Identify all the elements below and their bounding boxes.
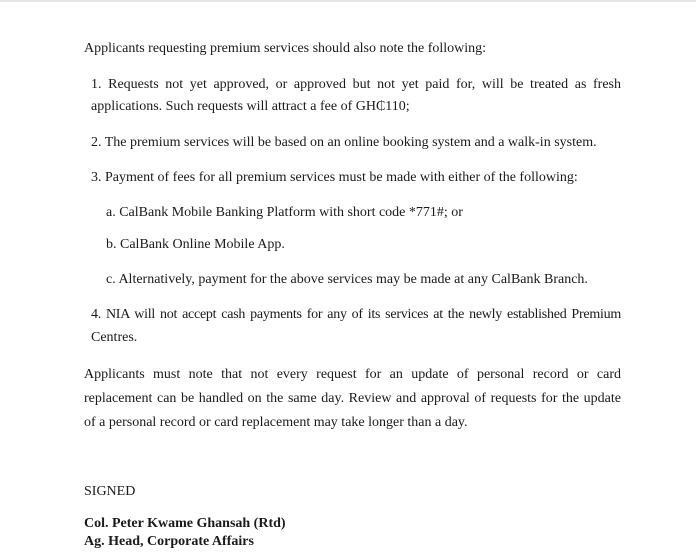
item-3: 3. Payment of fees for all premium services must be made with either of the following: [91, 170, 578, 185]
signatory-title: Ag. Head, Corporate Affairs [84, 534, 254, 549]
item-1-line-2: applications. Such requests will attract a fee of GH₵110; [91, 99, 410, 114]
closing-note-line-3: of a personal record or card replacement may take longer than a day. [84, 415, 468, 430]
signed-label: SIGNED [84, 484, 136, 499]
signatory-name: Col. Peter Kwame Ghansah (Rtd) [84, 516, 286, 531]
closing-note-line-2: replacement can be handled on the same day. Review and approval of requests for the update [84, 391, 621, 406]
closing-note-line-1: Applicants must note that not every request for an update of personal record or card [84, 367, 621, 382]
sub-item-b: b. CalBank Online Mobile App. [106, 237, 285, 252]
item-2: 2. The premium services will be based on an online booking system and a walk-in system. [91, 135, 597, 150]
item-1-line-1: 1. Requests not yet approved, or approved but not yet paid for, will be treated as fresh [91, 77, 621, 92]
item-4-line-1: 4. NIA will not accept cash payments for any of its services at the newly established Premium [91, 307, 621, 322]
intro-text: Applicants requesting premium services should also note the following: [84, 41, 487, 56]
sub-item-a: a. CalBank Mobile Banking Platform with short code *771#; or [106, 205, 463, 220]
sub-item-c: c. Alternatively, payment for the above services may be made at any CalBank Branch. [106, 272, 588, 287]
item-4-line-2: Centres. [91, 330, 138, 345]
